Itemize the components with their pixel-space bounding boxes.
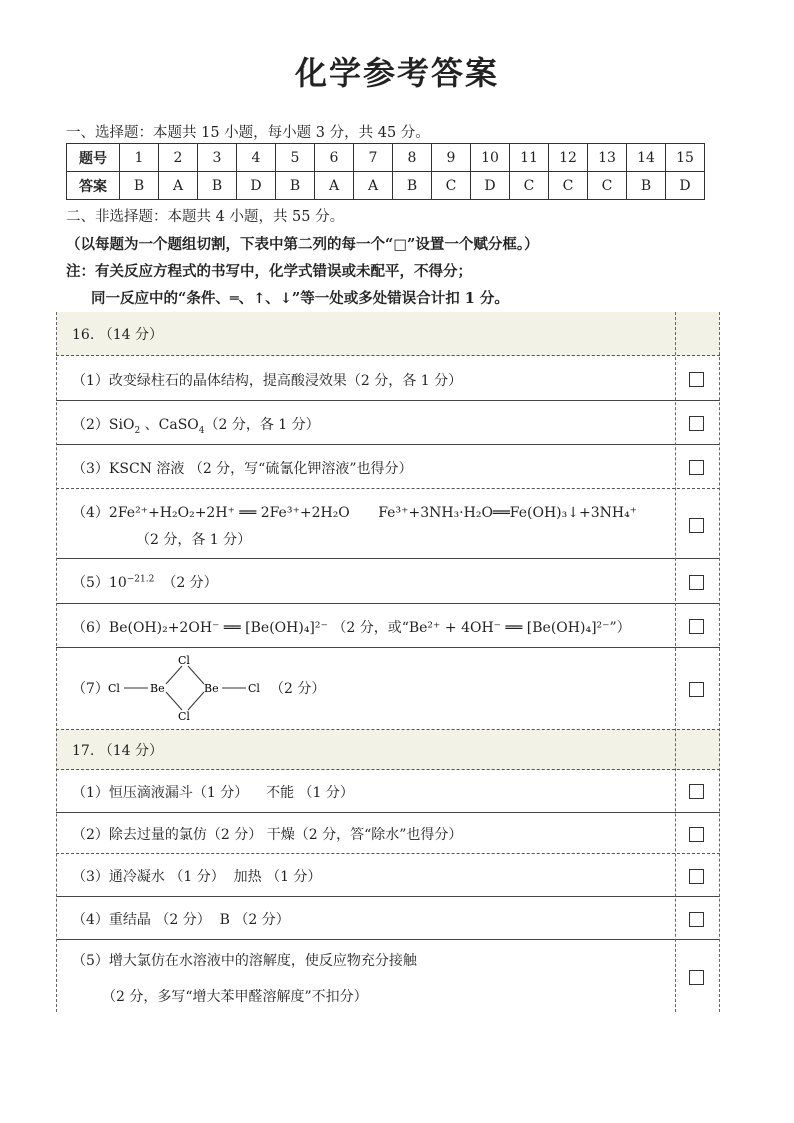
q16-answer-row (56, 445, 720, 489)
answer-cell: C (510, 172, 549, 200)
section-2-heading: 二、非选择题：本题共 4 小题，共 55 分。 (66, 209, 345, 225)
q16-answer-1: （1）改变绿柱石的晶体结构，提高酸浸效果（2 分，各 1 分） (72, 373, 463, 389)
score-checkbox[interactable] (689, 970, 704, 985)
q16-header: 16. （14 分） (72, 327, 163, 343)
becl2-dimer-structure (106, 652, 266, 724)
score-checkbox[interactable] (689, 827, 704, 842)
question-number: 7 (354, 144, 393, 172)
answer-cell: C (588, 172, 627, 200)
answer-cell: A (354, 172, 393, 200)
answer-cell: D (237, 172, 276, 200)
equation: Fe³⁺+3NH₃·H₂O══Fe(OH)₃↓+3NH₄⁺ (378, 505, 638, 521)
q16-answer-row (56, 489, 720, 559)
answer-cell: B (276, 172, 315, 200)
question-number-row (67, 144, 705, 172)
q16-answer-6: （6）Be(OH)₂+2OH⁻ ══ [Be(OH)₄]²⁻ （2 分，或“Be²⁺ + 4OH⁻ ══ [Be(OH)₄]²⁻”） (72, 620, 631, 636)
q17-header-row (56, 730, 720, 770)
question-number-label: 题号 (67, 144, 120, 172)
answer-cell: C (432, 172, 471, 200)
score-checkbox[interactable] (689, 372, 704, 387)
cl-atom: Cl (108, 682, 120, 695)
page-title: 化学参考答案 (294, 54, 499, 92)
section-1-heading: 一、选择题：本题共 15 小题，每小题 3 分，共 45 分。 (66, 125, 430, 141)
answer-cell: B (198, 172, 237, 200)
q16-answer-row (56, 604, 720, 648)
q17-answer-row (56, 770, 720, 813)
score-checkbox[interactable] (689, 518, 704, 533)
q17-answer-1: （1）恒压滴液漏斗（1 分） 不能 （1 分） (72, 785, 354, 801)
q17-answer-5-note: （2 分，多写“增大苯甲醛溶解度”不扣分） (102, 989, 368, 1005)
q17-answer-row (56, 854, 720, 897)
q16-answer-2: （2）SiO$_2$ 、CaSO$_4$（2 分，各 1 分） (72, 417, 320, 436)
answer-table (66, 143, 705, 200)
question-number: 9 (432, 144, 471, 172)
question-number: 5 (276, 144, 315, 172)
answer-cell: D (471, 172, 510, 200)
answer-cell: B (120, 172, 159, 200)
q16-answer-3: （3）KSCN 溶液 （2 分，写“硫氰化钾溶液”也得分） (72, 461, 413, 477)
q17-answer-5: （5）增大氯仿在水溶液中的溶解度，使反应物充分接触 (72, 953, 417, 969)
question-number: 1 (120, 144, 159, 172)
cl-atom: Cl (178, 710, 190, 723)
equation-note-continued: 同一反应中的“条件、═、↑、↓”等一处或多处错误合计扣 1 分。 (91, 290, 509, 307)
answer-cell: C (549, 172, 588, 200)
q17-answer-2: （2）除去过量的氯仿（2 分） 干燥（2 分，答“除水”也得分） (72, 827, 463, 843)
question-number: 3 (198, 144, 237, 172)
score-checkbox[interactable] (689, 460, 704, 475)
score-checkbox[interactable] (689, 912, 704, 927)
answer-cell: B (393, 172, 432, 200)
cl-atom: Cl (178, 654, 190, 667)
q16-answer-row (56, 401, 720, 445)
equation: 2Fe²⁺+H₂O₂+2H⁺ ══ 2Fe³⁺+2H₂O (108, 505, 350, 521)
score-checkbox[interactable] (689, 869, 704, 884)
be-atom: Be (204, 682, 219, 695)
answer-label: 答案 (67, 172, 120, 200)
q17-answer-row (56, 940, 720, 1012)
q16-answer-4-note: （2 分，各 1 分） (136, 532, 252, 548)
q17-header: 17. （14 分） (72, 743, 163, 759)
q16-answer-7-score: （2 分） (270, 681, 326, 697)
q16-answer-row (56, 356, 720, 401)
q17-answer-4: （4）重结晶 （2 分） B （2 分） (72, 912, 290, 928)
be-atom: Be (150, 682, 165, 695)
equation-note: 注：有关反应方程式的书写中，化学式错误或未配平，不得分； (66, 263, 472, 280)
q16-header-row (56, 312, 720, 356)
score-checkbox[interactable] (689, 416, 704, 431)
question-number: 15 (666, 144, 705, 172)
question-number: 12 (549, 144, 588, 172)
answer-cell: B (627, 172, 666, 200)
question-number: 4 (237, 144, 276, 172)
question-number: 8 (393, 144, 432, 172)
score-checkbox[interactable] (689, 575, 704, 590)
answer-cell: A (159, 172, 198, 200)
q17-answer-3: （3）通冷凝水 （1 分） 加热 （1 分） (72, 869, 322, 885)
score-checkbox[interactable] (689, 784, 704, 799)
q16-answer-row (56, 648, 720, 730)
q16-answer-4: （4）2Fe²⁺+H₂O₂+2H⁺ ══ 2Fe³⁺+2H₂O Fe³⁺+3NH₃·H₂O══Fe(OH)₃↓+3NH₄⁺ (72, 505, 638, 521)
grading-note: （以每题为一个题组切割，下表中第二列的每一个“□”设置一个赋分框。） (66, 236, 539, 253)
cl-atom: Cl (248, 682, 260, 695)
q16-answer-7: （7） (72, 681, 109, 697)
score-checkbox[interactable] (689, 619, 704, 634)
question-number: 10 (471, 144, 510, 172)
answer-cell: D (666, 172, 705, 200)
q16-answer-row (56, 559, 720, 604)
question-number: 11 (510, 144, 549, 172)
score-checkbox[interactable] (689, 682, 704, 697)
q16-answer-5: $(5)10^{-21.2}$ （2 分） (72, 574, 218, 591)
q17-answer-row (56, 897, 720, 940)
answer-row (67, 172, 705, 200)
answer-cell: A (315, 172, 354, 200)
q17-answer-row (56, 813, 720, 854)
question-number: 13 (588, 144, 627, 172)
answer-grid (56, 312, 720, 1012)
question-number: 6 (315, 144, 354, 172)
question-number: 14 (627, 144, 666, 172)
question-number: 2 (159, 144, 198, 172)
